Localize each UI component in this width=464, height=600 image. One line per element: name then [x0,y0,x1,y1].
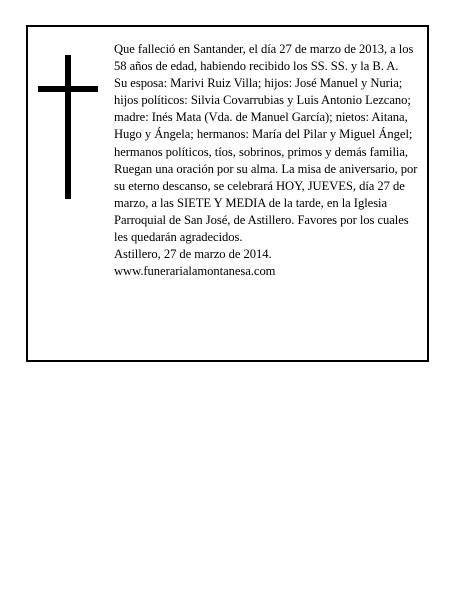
cross-vertical-bar [65,55,71,199]
obituary-notice [26,25,429,362]
mass-announcement: Ruegan una oración por su alma. La misa de aniversario, por su eterno descanso, se celebrará HOY, JUEVES, día 27 de marzo, a las SIETE Y MEDIA de la tarde, en la Iglesia Parroquial de San José, de Astillero. Favores por los cuales les quedarán agradecidos. [114,161,418,245]
place-and-date: Astillero, 27 de marzo de 2014. [114,247,272,262]
funeral-home-website: www.funerarialamontanesa.com [114,264,276,279]
notice-body [114,41,422,280]
cross-horizontal-bar [38,86,98,92]
family-list: Su esposa: Marivi Ruiz Villa; hijos: José Manuel y Nuria; hijos políticos: Silvia Covarrubias y Luis Antonio Lezcano; madre: Inés Mata (Vda. de Manuel García); nietos: Aitana, Hugo y Ángela; hermanos: María del Pilar y Miguel Ángel; hermanos políticos, tíos, sobrinos, primos y demás familia, [114,76,413,159]
latin-cross-icon [38,55,98,199]
death-statement: Que falleció en Santander, el día 27 de marzo de 2013, a los 58 años de edad, habiendo recibido los SS. SS. y la B. A. [114,42,414,74]
